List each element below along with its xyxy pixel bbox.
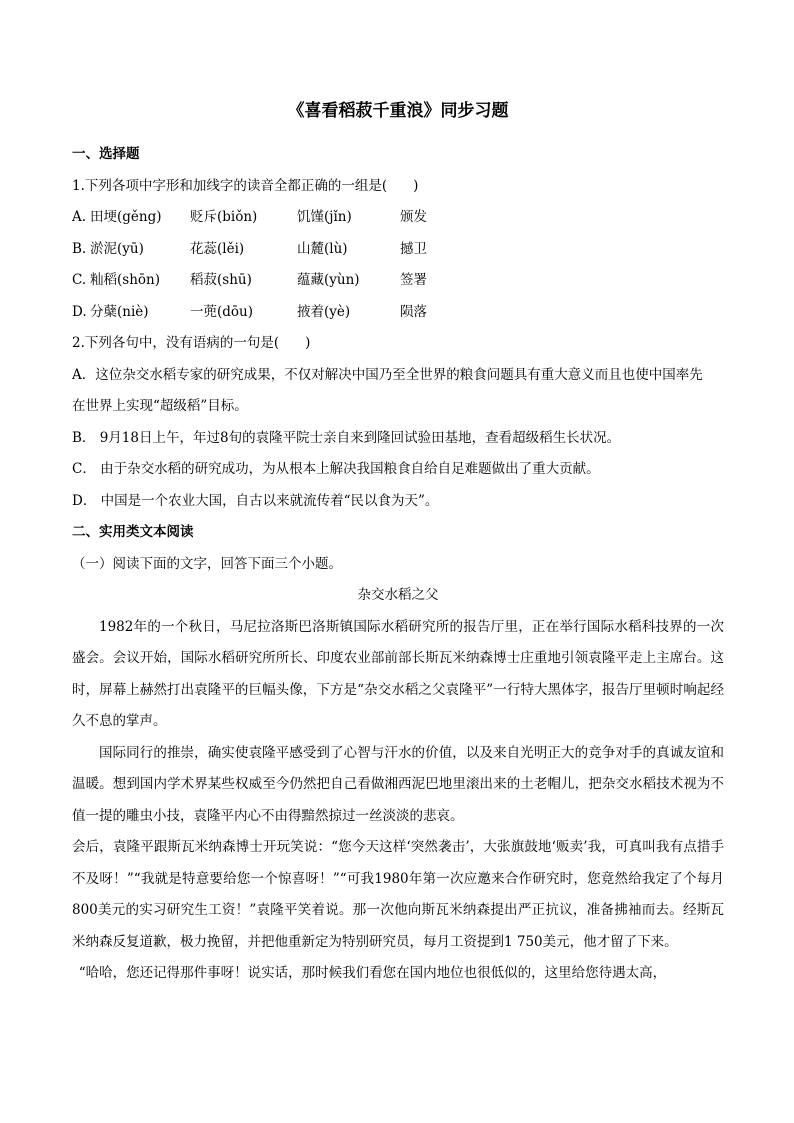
question-2-bracket: ) — [305, 335, 311, 351]
article-title: 杂交水稻之父 — [357, 587, 439, 603]
option-item: 签署 — [400, 272, 427, 288]
option-label: C. — [72, 272, 87, 288]
q2-option-d: D． 中国是一个农业大国，自古以来就流传着“民以食为天”。 — [72, 492, 439, 509]
section-heading-reading: 二、实用类文本阅读 — [72, 524, 194, 540]
article-paragraph-1: 1982年的一个秋日，马尼拉洛斯巴洛斯镇国际水稻研究所的报告厅里，正在举行国际水稻科技界的一次盛会。会议开始，国际水稻研究所所长、印度农业部前部长斯瓦米纳森博士庄重地引领袁隆平走上主席台。这时，屏幕上赫然打出袁隆平的巨幅头像，下方是“杂交水稻之父袁隆平”一行特大黑体字，报告厅里顿时响起经久不息的掌声。 — [72, 618, 724, 729]
question-1-bracket: ) — [413, 177, 419, 194]
option-label: A. — [72, 209, 87, 225]
document-page — [72, 100, 724, 990]
option-label: D. — [72, 303, 87, 320]
reading-instruction: （一）阅读下面的文字，回答下面三个小题。 — [72, 555, 342, 572]
option-item: 掖着(yè) — [297, 303, 351, 320]
question-2-text: 2.下列各句中，没有语病的一句是( — [72, 335, 280, 351]
option-item: 稻菽(shū) — [190, 272, 252, 288]
question-1-text: 1.下列各项中字形和加线字的读音全都正确的一组是( — [72, 177, 388, 194]
q2-option-c: C． 由于杂交水稻的研究成功，为从根本上解决我国粮食自给自足难题做出了重大贡献。 — [72, 461, 600, 477]
option-item: 蕴藏(yùn) — [297, 272, 360, 288]
option-item: 饥馑(jǐn) — [297, 209, 352, 225]
option-item: 贬斥(biǒn) — [190, 209, 258, 225]
option-item: 淤泥(yū) — [90, 240, 144, 257]
option-item: 山麓(lù) — [297, 240, 348, 257]
option-label: B. — [72, 240, 87, 257]
option-item: 田埂(gěng) — [90, 209, 162, 225]
article-paragraph-4: “哈哈，您还记得那件事呀！说实话，那时候我们看您在国内地位也很低似的，这里给您待遇太高， — [78, 965, 667, 981]
q1-option-a — [72, 202, 724, 234]
option-item: 撼卫 — [400, 240, 427, 257]
q1-option-c — [72, 265, 724, 297]
q1-option-b — [72, 234, 724, 266]
section-heading-choice: 一、选择题 — [72, 146, 140, 162]
option-item: 分蘖(niè) — [90, 303, 149, 320]
document-title: 《喜看稻菽千重浪》同步习题 — [287, 101, 509, 121]
article-paragraph-2: 国际同行的推崇，确实使袁隆平感受到了心智与汗水的价值，以及来自光明正大的竞争对手的真诚友谊和温暖。想到国内学术界某些权威至今仍然把自己看做湘西泥巴地里滚出来的土老帽儿，把杂交水稻技术视为不值一提的雕虫小技，袁隆平内心不由得黯然掠过一丝淡淡的悲哀。 — [72, 744, 724, 824]
option-item: 颁发 — [400, 209, 427, 225]
q2-option-a-line1: A．这位杂交水稻专家的研究成果，不仅对解决中国乃至全世界的粮食问题具有重大意义而且也使中国率先 — [72, 366, 703, 383]
question-1-stem — [72, 171, 724, 203]
option-item: 籼稻(shōn) — [90, 272, 160, 288]
option-item: 花蕊(lěi) — [190, 240, 245, 257]
option-item: 一蔸(dōu) — [190, 303, 253, 320]
q2-option-a-line2: 在世界上实现“超级稻”目标。 — [72, 398, 248, 414]
option-item: 陨落 — [400, 303, 427, 320]
article-paragraph-3: 会后，袁隆平跟斯瓦米纳森博士开玩笑说：“您今天这样‘突然袭击’，大张旗鼓地‘贩卖’我，可真叫我有点措手不及呀！”“我就是特意要给您一个惊喜呀！”“可我1980年第一次应邀来合作研究时，您竟然给我定了个每月800美元的实习研究生工资！”袁隆平笑着说。那一次他向斯瓦米纳森提出严正抗议，准备拂袖而去。经斯瓦米纳森反复道歉，极力挽留，并把他重新定为特别研究员，每月工资提到1 750美元，他才留了下来。 — [72, 839, 724, 950]
q1-option-d — [72, 297, 724, 329]
question-2-stem — [72, 328, 724, 360]
q2-option-b: B． 9月18日上午，年过8旬的袁隆平院士亲自来到隆回试验田基地，查看超级稻生长状况。 — [72, 429, 621, 446]
